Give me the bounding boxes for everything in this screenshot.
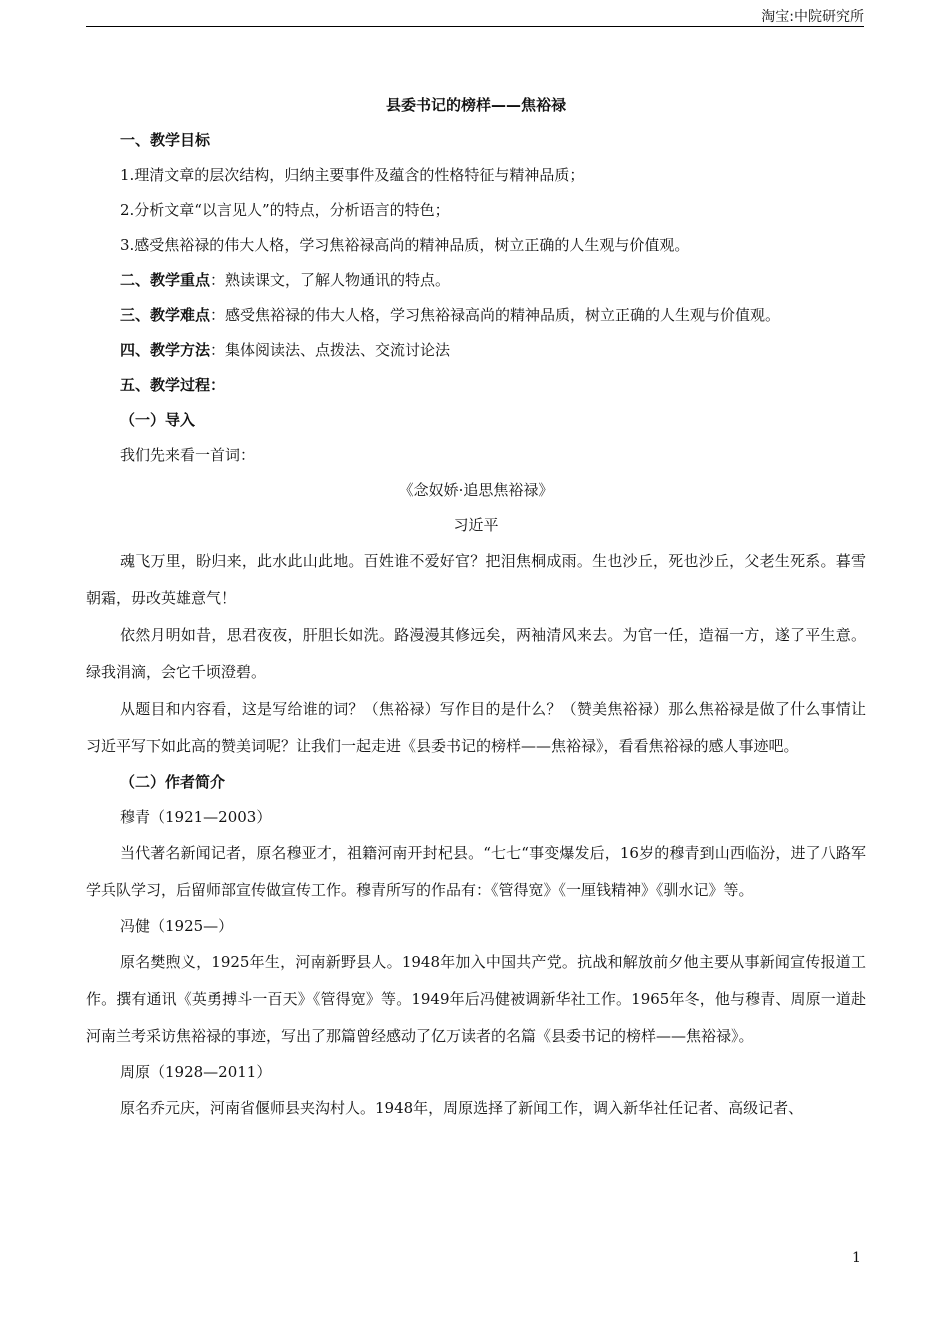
difficulty-label: 三、教学难点: [120, 306, 211, 324]
author-name: 周原（1928—2011）: [120, 1063, 272, 1081]
focus-text: ：熟读课文，了解人物通讯的特点。: [210, 271, 451, 289]
poem-stanza: 魂飞万里，盼归来，此水此山此地。百姓谁不爱好官？把泪焦桐成雨。生也沙丘，死也沙丘，父老生死系。暮雪朝霜，毋改英雄意气！: [86, 552, 866, 607]
difficulty-text: ：感受焦裕禄的伟大人格，学习焦裕禄高尚的精神品质，树立正确的人生观与价值观。: [210, 306, 781, 324]
author-bio: 原名樊煦义，1925年生，河南新野县人。1948年加入中国共产党。抗战和解放前夕他主要从事新闻宣传报道工作。撰有通讯《英勇搏斗一百天》《管得宽》等。1949年后冯健被调新华社工作。1965年冬，他与穆青、周原一道赴河南兰考采访焦裕禄的事迹，写出了那篇曾经感动了亿万读者的名篇《县委书记的榜样——焦裕禄》。: [86, 953, 866, 1045]
intro-lead: 我们先来看一首词：: [120, 446, 256, 464]
process-heading: 五、教学过程：: [120, 376, 226, 394]
poem-author: 习近平: [453, 516, 499, 534]
poem-stanza: 依然月明如昔，思君夜夜，肝胆长如洗。路漫漫其修远矣，两袖清风来去。为官一任，造福一方，遂了平生意。绿我涓滴，会它千顷澄碧。: [86, 626, 866, 681]
poem-title: 《念奴娇·追思焦裕禄》: [398, 481, 554, 499]
intro-discussion: 从题目和内容看，这是写给谁的词？（焦裕禄）写作目的是什么？（赞美焦裕禄）那么焦裕禄是做了什么事情让习近平写下如此高的赞美词呢？让我们一起走进《县委书记的榜样——焦裕禄》，看看焦裕禄的感人事迹吧。: [86, 700, 866, 755]
author-bio: 当代著名新闻记者，原名穆亚才，祖籍河南开封杞县。“七七“事变爆发后，16岁的穆青到山西临汾，进了八路军学兵队学习，后留师部宣传做宣传工作。穆青所写的作品有：《管得宽》《一厘钱精神》《驯水记》等。: [86, 844, 866, 899]
document-title: 县委书记的榜样——焦裕禄: [385, 96, 566, 114]
method-label: 四、教学方法: [120, 341, 211, 359]
page-header: [86, 6, 864, 27]
focus-line: [86, 263, 866, 298]
document-body: [86, 88, 866, 1127]
header-text: 淘宝:中院研究所: [761, 9, 864, 25]
goal-item: 2.分析文章“以言见人”的特点，分析语言的特色；: [120, 201, 450, 219]
author-name: 穆青（1921—2003）: [120, 808, 272, 826]
page-number: 1: [852, 1250, 861, 1266]
author-bio: 原名乔元庆，河南省偃师县夹沟村人。1948年，周原选择了新闻工作，调入新华社任记者、高级记者、: [120, 1099, 804, 1117]
goal-item: 3.感受焦裕禄的伟大人格，学习焦裕禄高尚的精神品质，树立正确的人生观与价值观。: [120, 236, 690, 254]
difficulty-line: [86, 298, 866, 333]
authors-heading: （二）作者简介: [120, 773, 226, 791]
method-text: ：集体阅读法、点拨法、交流讨论法: [210, 341, 451, 359]
goals-heading: 一、教学目标: [120, 131, 211, 149]
intro-heading: （一）导入: [120, 411, 196, 429]
author-name: 冯健（1925—）: [120, 917, 234, 935]
focus-label: 二、教学重点: [120, 271, 211, 289]
method-line: [86, 333, 866, 368]
goal-item: 1.理清文章的层次结构，归纳主要事件及蕴含的性格特征与精神品质；: [120, 166, 585, 184]
